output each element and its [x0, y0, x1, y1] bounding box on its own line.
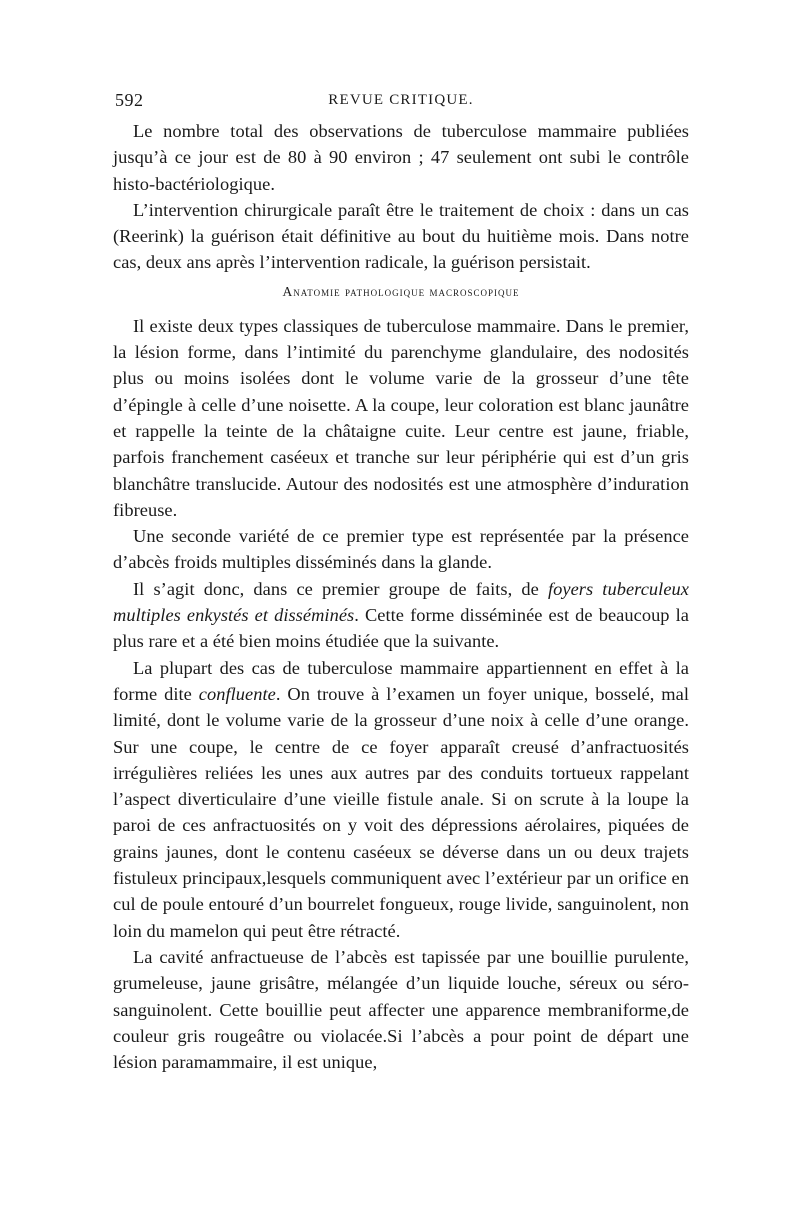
- paragraph-4: Une seconde variété de ce premier type est représentée par la présence d’abcès froids multiples disséminés dans la glande.: [113, 526, 689, 573]
- running-title: REVUE CRITIQUE.: [328, 92, 474, 108]
- paragraph-6-emphasis: confluente: [198, 683, 276, 704]
- running-head: [113, 88, 689, 118]
- paragraph-6-start: La plupart des cas de tuberculose mammaire appartiennent en effet à la forme dite: [113, 657, 689, 704]
- paragraph-5-start: Il s’agit donc, dans ce premier groupe de faits, de: [133, 578, 548, 599]
- paragraph-6-end: . On trouve à l’examen un foyer unique, bosselé, mal limité, dont le volume varie de la grosseur d’une noix à celle d’une orange. Sur une coupe, le centre de ce foyer apparaît creusé d’anfractuosités irrégulières reliées les unes aux autres par des conduits tortueux rappelant l’aspect diverticulaire d’une vieille fistule anale. Si on scrute à la loupe la paroi de ces anfractuosités on y voit des dépressions aérolaires, piquées de grains jaunes, dont le contenu caséeux se déverse dans un ou deux trajets fistuleux principaux,lesquels communiquent avec l’extérieur par un orifice en cul de poule entouré d’un bourrelet fongueux, rouge livide, sanguinolent, non loin du mamelon qui peut être rétracté.: [113, 683, 689, 941]
- paragraph-2: L’intervention chirurgicale paraît être le traitement de choix : dans un cas (Reerink) la guérison était définitive au bout du huitième mois. Dans notre cas, deux ans après l’intervention radicale, la guérison persistait.: [113, 199, 689, 273]
- paragraph-5-emphasis: foyers tuberculeux multiples enkystés et disséminés: [113, 578, 689, 626]
- book-page: [113, 88, 689, 1075]
- paragraph-6: [113, 655, 689, 944]
- main-text: [113, 313, 689, 1076]
- page-number: 592: [115, 90, 144, 110]
- section-heading: Anatomie pathologique macroscopique: [282, 283, 520, 299]
- paragraph-3: Il existe deux types classiques de tuberculose mammaire. Dans le premier, la lésion forme, dans l’intimité du parenchyme glandulaire, des nodosités plus ou moins isolées dont le volume varie de la grosseur d’une tête d’épingle à celle d’une noisette. A la coupe, leur coloration est blanc jaunâtre et rappelle la teinte de la châtaigne cuite. Leur centre est jaune, friable, parfois franchement caséeux et tranche sur leur périphérie qui est d’un gris blanchâtre translucide. Autour des nodosités est une atmosphère d’induration fibreuse.: [113, 315, 689, 520]
- paragraph-5: [113, 576, 689, 655]
- paragraph-7: La cavité anfractueuse de l’abcès est tapissée par une bouillie purulente, grumeleuse, jaune grisâtre, mélangée d’un liquide louche, séreux ou séro-sanguinolent. Cette bouillie peut affecter une apparence membraniforme,de couleur gris rougeâtre ou violacée.Si l’abcès a pour point de départ une lésion paramammaire, il est unique,: [113, 946, 689, 1073]
- paragraph-5-end: . Cette forme disséminée est de beaucoup la plus rare et a été bien moins étudiée que la suivante.: [113, 605, 689, 652]
- paragraph-1: Le nombre total des observations de tuberculose mammaire publiées jusqu’à ce jour est de 80 à 90 environ ; 47 seulement ont subi le contrôle histo-bactériologique.: [113, 121, 689, 194]
- intro-text: [113, 118, 689, 276]
